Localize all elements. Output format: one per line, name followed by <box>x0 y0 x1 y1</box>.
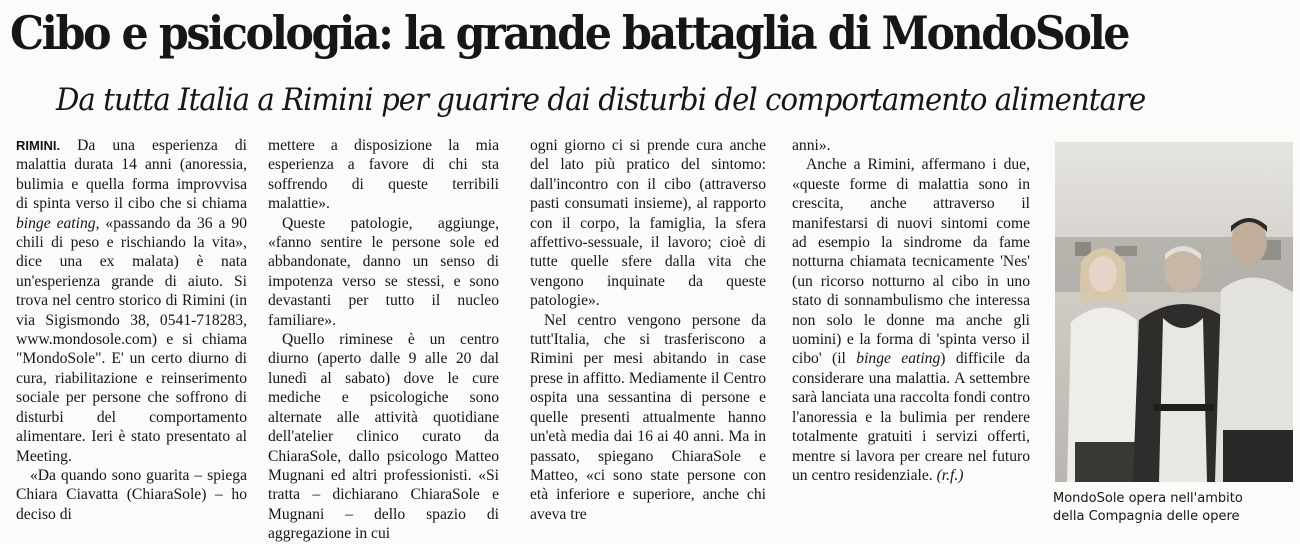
headline: Cibo e psicologia: la grande battaglia di MondoSole <box>10 6 1129 60</box>
paragraph: Nel centro vengono persone da tutt'Italia, che si trasferiscono a Rimini per mesi abitando in case prese in affitto. Mediamente il Centro ospita una sessantina di persone e quelle presenti attualmente hanno un'età media dai 16 ai 40 anni. Ma in passato, spiegano ChiaraSole e Matteo, «ci sono state persone con età inferiore e superiore, anche chi aveva tre <box>530 311 766 523</box>
photo-caption <box>1053 490 1298 526</box>
author-signature: (r.f.) <box>936 466 964 484</box>
paragraph: Quello riminese è un centro diurno (aperto dalle 9 alle 20 dal lunedì al sabato) dove le cure mediche e psicologiche sono alternate alle attività quotidiane dell'atelier clinico curato da ChiaraSole, dallo psicologo Matteo Mugnani ed altri professionisti. «Si tratta – dichiarano ChiaraSole e Mugnani – dello spazio di aggregazione in cui <box>268 331 499 543</box>
italic-term: binge eating <box>16 214 96 232</box>
caption-line: MondoSole opera nell'ambito <box>1053 491 1243 506</box>
dateline: RIMINI. <box>16 138 61 153</box>
paragraph: mettere a disposizione la mia esperienza a favore di chi sta soffrendo di queste terribili malattie». <box>268 137 499 213</box>
article-column-4 <box>792 136 1030 528</box>
subheadline: Da tutta Italia a Rimini per guarire dai disturbi del comportamento alimentare <box>56 82 1146 118</box>
photo-illustration <box>1055 142 1293 482</box>
paragraph-text: Anche a Rimini, affermano i due, «queste forme di malattia sono in crescita, anche attraverso il manifestarsi di nuovi sintomi come ad esempio la sindrome da fame notturna chiamata tecnicamente 'Nes' (un ricorso notturno al cibo in uno stato di sonnambulismo che interessa non solo le donne ma anche gli uomini) e la forma di 'spinta verso il cibo' (il <box>792 156 1030 368</box>
article-column-1 <box>16 136 247 528</box>
news-photo <box>1055 142 1293 482</box>
italic-term: binge eating <box>856 350 941 368</box>
caption-line: della Compagnia delle opere <box>1053 509 1240 524</box>
paragraph-text: Da una esperienza di malattia durata 14 anni (anoressia, bulimia e quella forma improvvisa di spinta verso il cibo che si chiama <box>16 137 247 213</box>
paragraph-text: , «passando da 36 a 90 chili di peso e rischiando la vita», dice una ex malata) è nata un'esperienza grande di aiuto. Si trova nel centro storico di Rimini (in via Sigismondo 38, 0541-718283, www.mondosole.com) e si chiama "MondoSole". E' un certo diurno di cura, riabilitazione e reinserimento sociale per persone che soffrono di disturbi del comportamento alimentare. Ieri è stato presentato al Meeting. <box>16 214 247 465</box>
paragraph: Queste patologie, aggiunge, «fanno sentire le persone sole ed abbandonate, danno un senso di impotenza verso se stessi, e sono devastanti per tutto il nucleo familiare». <box>268 214 499 329</box>
paragraph <box>792 155 1030 485</box>
article-column-3 <box>530 136 766 528</box>
article-column-2 <box>268 136 499 543</box>
paragraph: anni». <box>792 137 831 154</box>
paragraph: ogni giorno ci si prende cura anche del lato più pratico del sintomo: dall'incontro con il cibo (attraverso pasti consumati insieme), al rapporto con il corpo, la famiglia, la sfera affettivo-sessuale, il lavoro; cioè di tutte quelle sfere dalla vita che vengono inquinate da queste patologie». <box>530 137 766 310</box>
paragraph: «Da quando sono guarita – spiega Chiara Ciavatta (ChiaraSole) – ho deciso di <box>16 466 247 523</box>
paragraph-text: ) difficile da considerare una malattia. A settembre sarà lanciata una raccolta fondi contro l'anoressia e la bulimia per rendere totalmente gratuiti i servizi offerti, mentre si lavora per creare nel futuro un centro residenziale. <box>792 350 1030 484</box>
paragraph <box>16 136 247 466</box>
